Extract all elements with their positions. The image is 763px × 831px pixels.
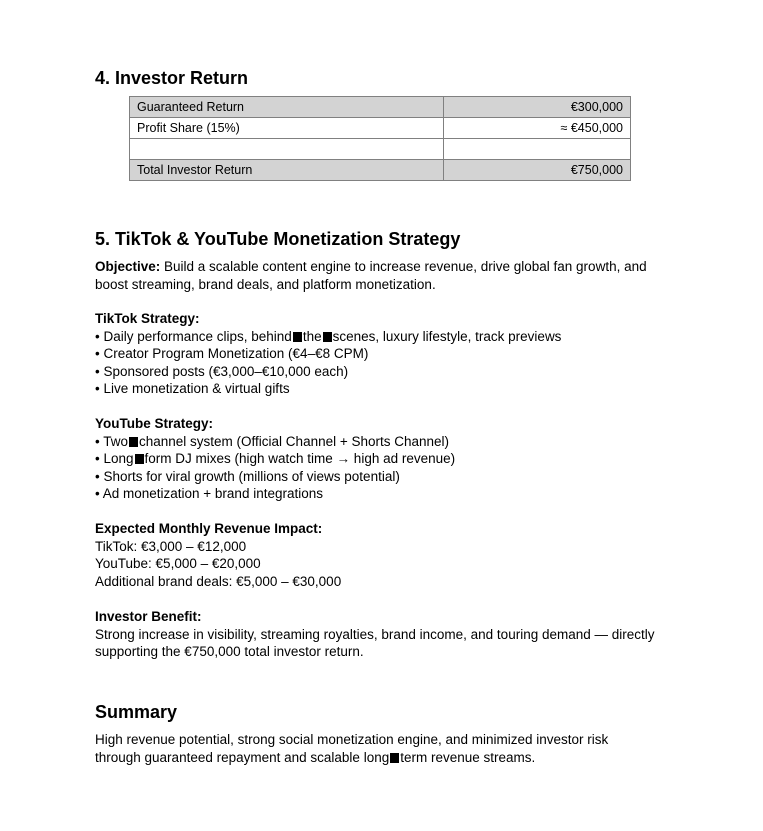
- list-item-text: • Long: [95, 451, 134, 466]
- revenue-line: TikTok: €3,000 – €12,000: [95, 538, 247, 554]
- summary-text: High revenue potential, strong social monetization engine, and minimized investor risk: [95, 732, 609, 747]
- row-value: [444, 139, 631, 160]
- summary-paragraph: [95, 731, 695, 766]
- list-item: • Live monetization & virtual gifts: [95, 381, 290, 396]
- missing-glyph-icon: [293, 332, 302, 342]
- investor-benefit: [95, 608, 715, 661]
- list-item: • Creator Program Monetization (€4–€8 CPM): [95, 346, 369, 361]
- table-row: [130, 97, 631, 118]
- list-item: • Ad monetization + brand integrations: [95, 486, 323, 501]
- row-label: Profit Share (15%): [130, 118, 444, 139]
- missing-glyph-icon: [323, 332, 332, 342]
- investor-benefit-text-cont: supporting the €750,000 total investor return.: [95, 644, 364, 659]
- missing-glyph-icon: [390, 753, 399, 763]
- tiktok-strategy: [95, 310, 695, 398]
- missing-glyph-icon: [129, 437, 138, 447]
- objective-label: Objective:: [95, 259, 161, 274]
- list-item: [95, 433, 695, 451]
- summary-text-part: through guaranteed repayment and scalable long: [95, 749, 390, 765]
- objective-paragraph: [95, 258, 695, 293]
- row-value: €750,000: [444, 160, 631, 181]
- tiktok-strategy-title: TikTok Strategy:: [95, 311, 200, 326]
- list-item: [95, 328, 695, 346]
- summary-text-cont: [95, 749, 695, 767]
- youtube-strategy: [95, 415, 695, 503]
- revenue-line: Additional brand deals: €5,000 – €30,000: [95, 573, 342, 589]
- list-item: • Shorts for viral growth (millions of views potential): [95, 468, 400, 484]
- investor-benefit-text: Strong increase in visibility, streaming royalties, brand income, and touring demand — directly: [95, 626, 655, 642]
- summary-heading: Summary: [95, 702, 178, 722]
- revenue-line: YouTube: €5,000 – €20,000: [95, 556, 261, 571]
- objective-text-cont: boost streaming, brand deals, and platform monetization.: [95, 276, 436, 292]
- list-item: • Sponsored posts (€3,000–€10,000 each): [95, 363, 349, 379]
- youtube-strategy-title: YouTube Strategy:: [95, 416, 214, 431]
- row-label: Total Investor Return: [130, 160, 444, 181]
- revenue-impact: [95, 520, 695, 590]
- list-item-text: scenes, luxury lifestyle, track previews: [332, 328, 562, 344]
- list-item-text: • Daily performance clips, behind: [95, 328, 292, 344]
- missing-glyph-icon: [135, 454, 144, 464]
- list-item-text: the: [302, 328, 322, 344]
- investor-return-table: [129, 96, 631, 181]
- table-row: [130, 160, 631, 181]
- section-4-heading: 4. Investor Return: [95, 68, 249, 88]
- list-item-text: • Two: [95, 433, 128, 449]
- row-value: €300,000: [444, 97, 631, 118]
- objective-text: Build a scalable content engine to increase revenue, drive global fan growth, and: [160, 259, 647, 274]
- list-item-text: channel system (Official Channel + Shorts Channel): [139, 433, 450, 449]
- row-label: [130, 139, 444, 160]
- investor-benefit-title: Investor Benefit:: [95, 609, 202, 624]
- table-row: [130, 118, 631, 139]
- summary-text-part: term revenue streams.: [400, 749, 536, 765]
- table-row: [130, 139, 631, 160]
- row-value: ≈ €450,000: [444, 118, 631, 139]
- row-label: Guaranteed Return: [130, 97, 444, 118]
- section-5-heading: 5. TikTok & YouTube Monetization Strategy: [95, 229, 461, 249]
- list-item: [95, 450, 695, 468]
- revenue-impact-title: Expected Monthly Revenue Impact:: [95, 521, 323, 536]
- list-item-text: form DJ mixes (high watch time → high ad revenue): [144, 451, 456, 466]
